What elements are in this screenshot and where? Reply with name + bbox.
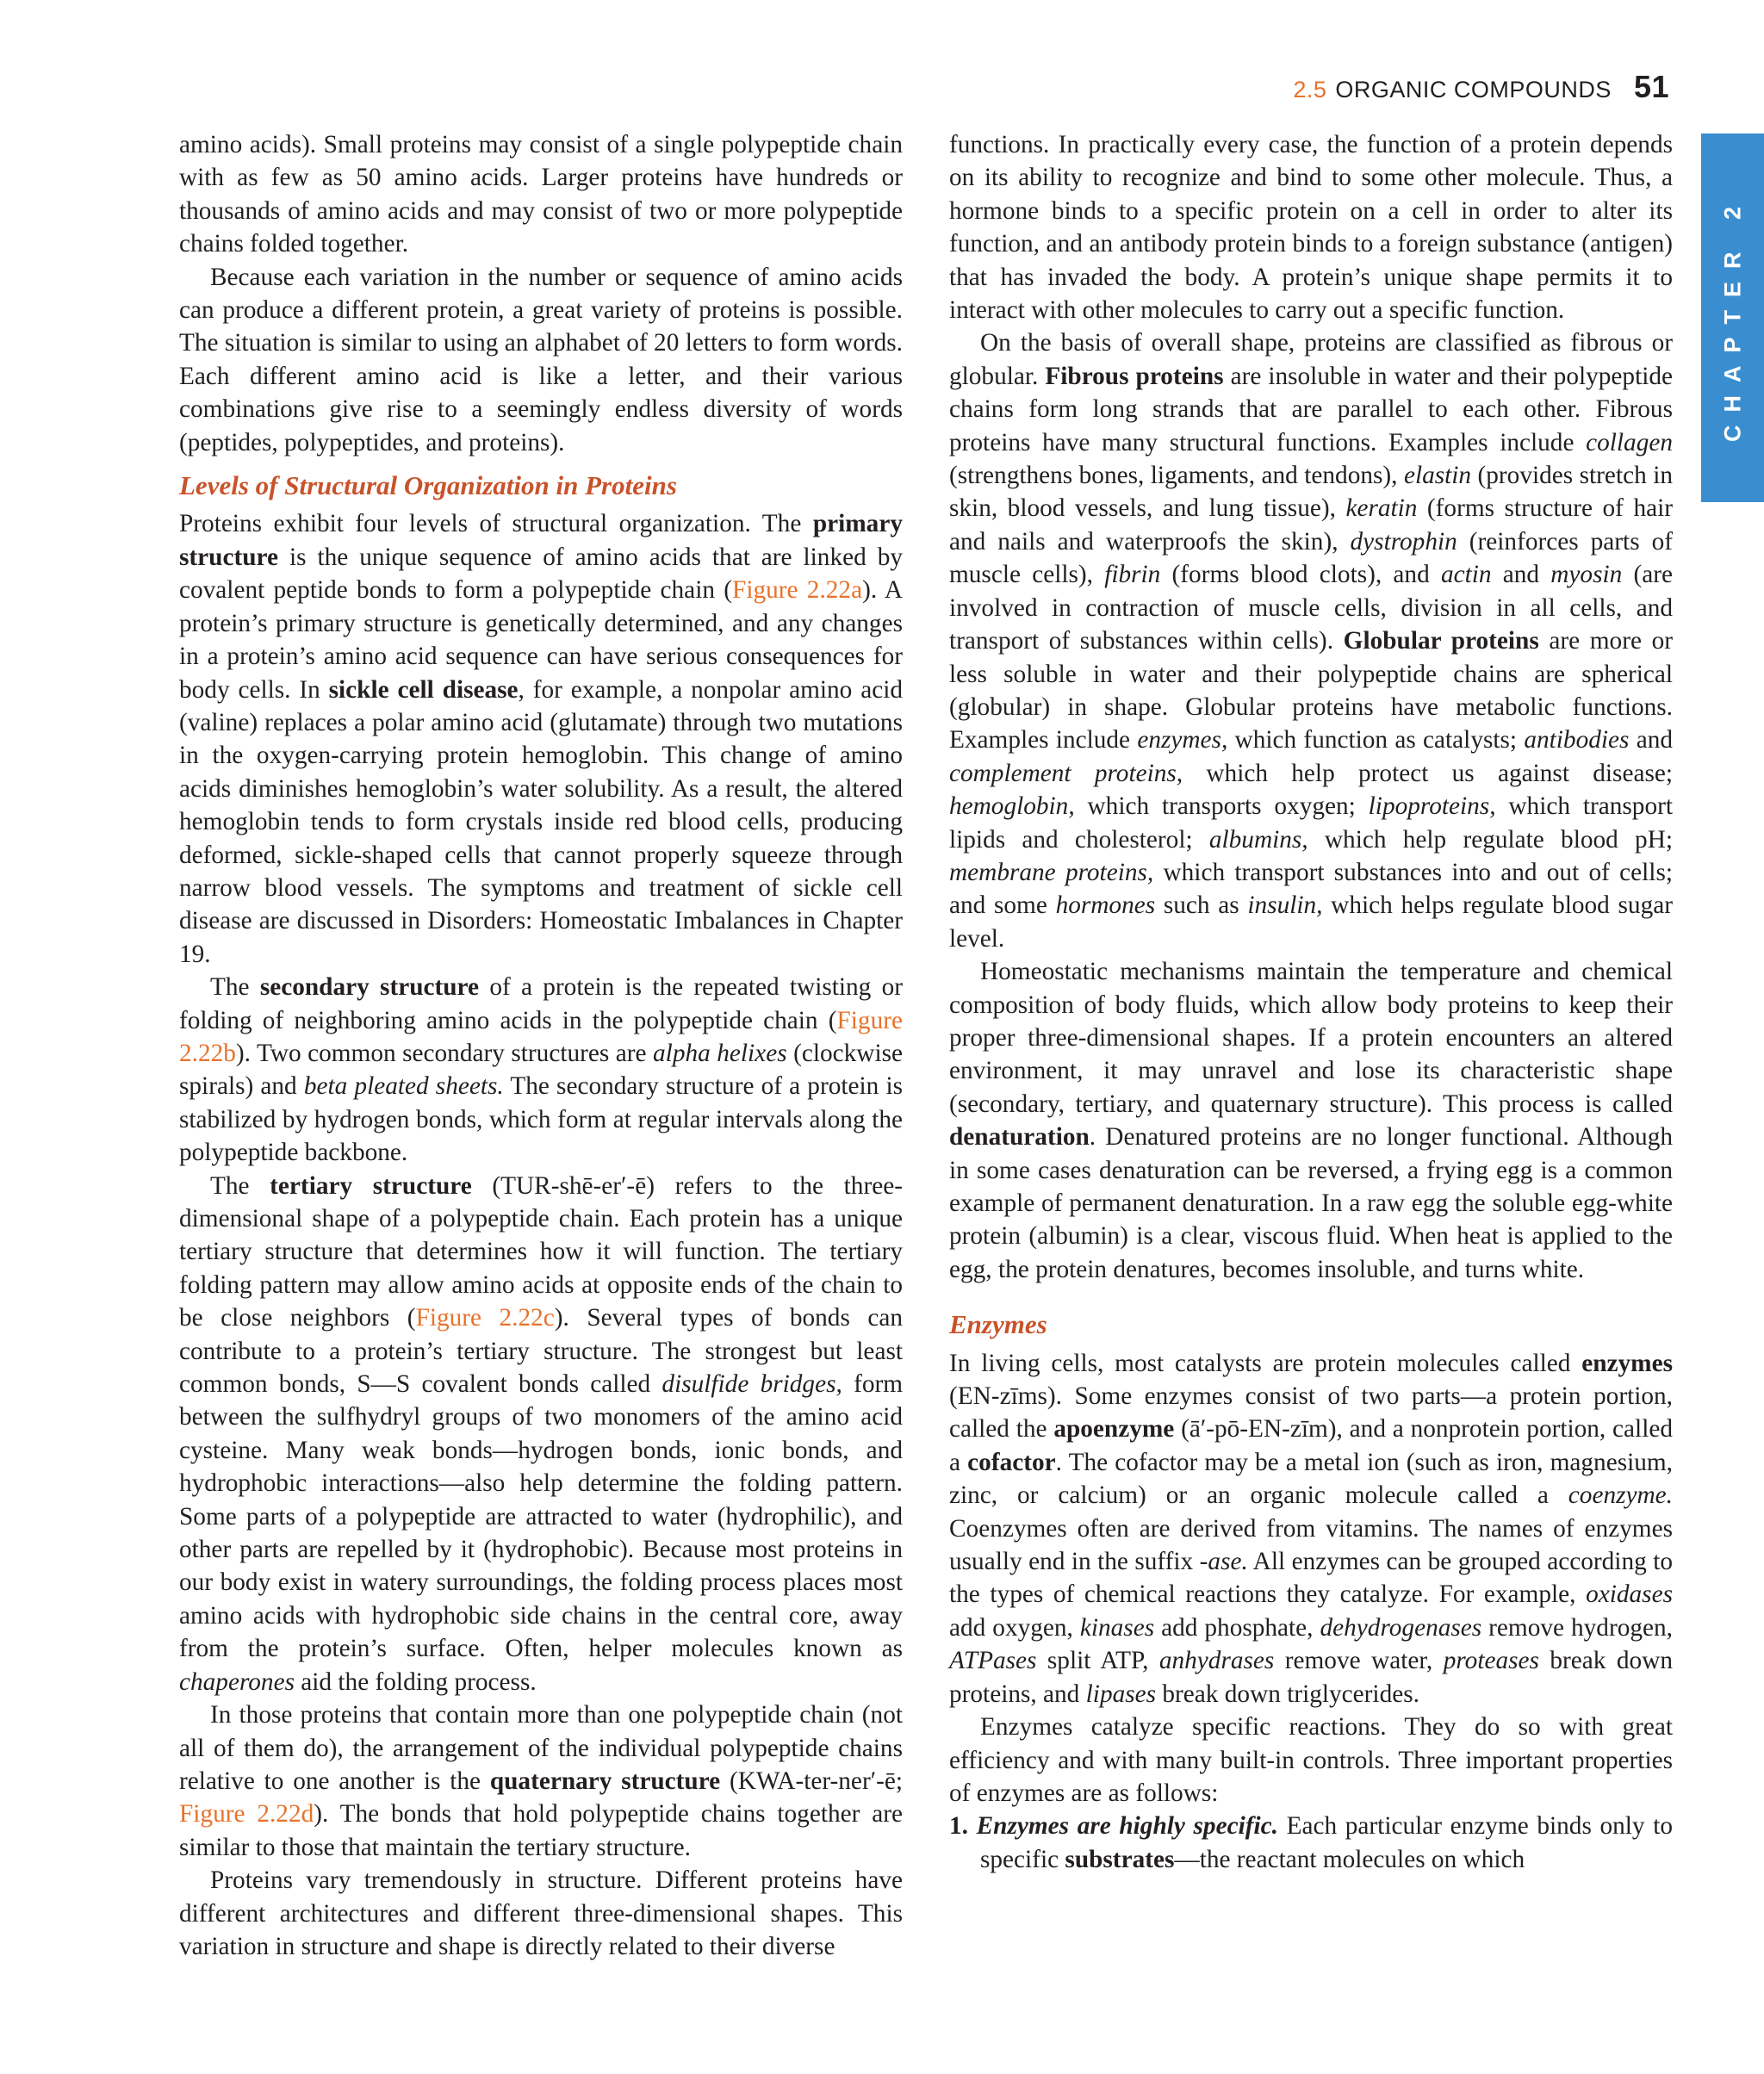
text-run: Enzymes catalyze specific reactions. They do so with great efficiency and with many built-in controls. Three important properties of enzymes are as follows: bbox=[949, 1713, 1673, 1807]
chapter-tab-label: CHAPTER 2 bbox=[1719, 193, 1745, 443]
text-run: (strengthens bones, ligaments, and tendons), bbox=[949, 462, 1404, 490]
text-run: Because each variation in the number or sequence of amino acids can produce a different protein, a great variety of proteins is possible. The situation is similar to using an alphabet of 20 letters to form words. Each different amino acid is like a letter, and their various combinations give rise to a seemingly endless diversity of words (peptides, polypeptides, and proteins). bbox=[179, 263, 903, 456]
italic-term: alpha helixes bbox=[653, 1039, 787, 1067]
text-run: (EN-zīms). Some enzymes consist of two parts—a protein portion, called the bbox=[949, 1382, 1673, 1444]
list-lead-term: Enzymes are highly specific. bbox=[976, 1812, 1278, 1841]
list-item bbox=[949, 1810, 1673, 1876]
text-run: Proteins vary tremendously in structure. Different proteins have different architectures and different three-dimensional shapes. This variation in structure and shape is directly related to their diverse bbox=[179, 1866, 903, 1960]
right-column bbox=[949, 128, 1673, 1876]
paragraph bbox=[949, 128, 1673, 326]
text-run: ). Several types of bonds can contribute to a protein’s tertiary structure. The strongest but least common bonds, S—S covalent bonds called bbox=[179, 1304, 903, 1399]
italic-term: beta pleated sheets. bbox=[303, 1072, 504, 1101]
text-run: Proteins exhibit four levels of structural organization. The bbox=[179, 510, 813, 538]
italic-term: chaperones bbox=[179, 1667, 295, 1696]
italic-term: lipoproteins, bbox=[1368, 792, 1496, 821]
text-run: The bbox=[210, 973, 260, 1002]
paragraph bbox=[179, 261, 903, 459]
text-run: The bbox=[210, 1171, 270, 1200]
text-run: amino acids). Small proteins may consist of a single polypeptide chain with as few as 50 amino acids. Larger proteins have hundreds or thousands of amino acids and may consist of two or more polypeptide chains folded together. bbox=[179, 131, 903, 258]
text-run: —the reactant molecules on which bbox=[1174, 1845, 1525, 1873]
section-title: ORGANIC COMPOUNDS bbox=[1335, 77, 1612, 102]
paragraph bbox=[949, 1711, 1673, 1810]
text-run: Coenzymes often are derived from vitamins. The names of enzymes usually end in the suffix bbox=[949, 1514, 1673, 1576]
text-run: Each particular enzyme binds only to specific bbox=[980, 1812, 1673, 1873]
italic-term: -ase. bbox=[1199, 1548, 1248, 1576]
key-term: tertiary structure bbox=[270, 1171, 472, 1200]
text-run: aid the folding process. bbox=[294, 1667, 537, 1696]
left-column bbox=[179, 128, 903, 1963]
text-run: remove hydrogen, bbox=[1481, 1613, 1673, 1642]
key-term: denaturation bbox=[949, 1123, 1090, 1152]
text-run: are more or less soluble in water and their polypeptide chains are spherical (globular) in shape. Globular proteins have metabolic functions. Examples include bbox=[949, 627, 1673, 754]
text-run: of a protein is the repeated twisting or folding of neighboring amino acids in the polypeptide chain ( bbox=[179, 973, 904, 1034]
text-run: which transport substances into and out of cells; and some bbox=[949, 858, 1673, 920]
italic-term: insulin, bbox=[1247, 891, 1323, 920]
paragraph bbox=[179, 971, 903, 1169]
italic-term: fibrin bbox=[1104, 561, 1161, 589]
text-run: are insoluble in water and their polypeptide chains form long strands that are parallel to each other. Fibrous proteins have many structural functions. Examples include bbox=[949, 362, 1673, 456]
text-run: add oxygen, bbox=[949, 1613, 1080, 1642]
figure-link[interactable]: Figure 2.22b bbox=[179, 1006, 903, 1067]
paragraph bbox=[179, 1698, 903, 1864]
text-run: which function as catalysts; bbox=[1227, 726, 1525, 754]
text-run: is the unique sequence of amino acids that are linked by covalent peptide bonds to form a polypeptide chain ( bbox=[179, 543, 903, 605]
figure-link[interactable]: Figure 2.22d bbox=[179, 1800, 314, 1829]
italic-term: kinases bbox=[1079, 1613, 1155, 1642]
text-run: form between the sulfhydryl groups of two monomers of the amino acid cysteine. Many weak bonds—hydrogen bonds, ionic bonds, and hydrophobic interactions—also help determine the folding pattern. Some parts of a polypeptide are attracted to water (hydrophilic), and other parts are repelled by it (hydrophobic). Because most proteins in our body exist in watery surroundings, the folding process places most amino acids with hydrophobic side chains in the central core, away from the protein’s surface. Often, helper molecules known as bbox=[179, 1370, 904, 1663]
paragraph bbox=[949, 1347, 1673, 1711]
italic-term: elastin bbox=[1403, 462, 1472, 490]
key-term: enzymes bbox=[1581, 1349, 1673, 1377]
text-run: break down triglycerides. bbox=[1156, 1680, 1419, 1708]
italic-term: oxidases bbox=[1586, 1580, 1673, 1609]
text-run: (forms structure of hair and nails and waterproofs the skin), bbox=[949, 494, 1673, 556]
italic-term: disulfide bridges, bbox=[662, 1370, 842, 1399]
paragraph bbox=[179, 507, 903, 971]
key-term: substrates bbox=[1065, 1845, 1175, 1873]
text-run: which transports oxygen; bbox=[1074, 792, 1369, 821]
text-run: (are involved in contraction of muscle cells, division in all cells, and transport of substances within cells). bbox=[949, 561, 1673, 655]
italic-term: actin bbox=[1440, 561, 1492, 589]
text-run: ). A protein’s primary structure is genetically determined, and any changes in a protein’s amino acid sequence can have serious consequences for body cells. In bbox=[179, 576, 904, 704]
key-term: Globular proteins bbox=[1343, 627, 1539, 655]
key-term: sickle cell disease bbox=[328, 675, 519, 704]
running-head bbox=[1293, 69, 1669, 105]
text-run: (TUR-shē-er′-ē) refers to the three-dimensional shape of a polypeptide chain. Each protein has a unique tertiary structure that determines how it will function. The tertiary folding pattern may allow amino acids at opposite ends of the chain to be close neighbors ( bbox=[179, 1171, 903, 1332]
italic-term: proteases bbox=[1443, 1647, 1539, 1675]
figure-link[interactable]: Figure 2.22c bbox=[415, 1304, 555, 1332]
text-run: add phosphate, bbox=[1154, 1613, 1320, 1642]
text-run: and bbox=[1629, 726, 1674, 754]
chapter-tab bbox=[1701, 134, 1764, 502]
text-run: The secondary structure of a protein is stabilized by hydrogen bonds, which form at regular intervals along the polypeptide backbone. bbox=[179, 1072, 903, 1167]
text-run: which help regulate blood pH; bbox=[1307, 825, 1673, 854]
italic-term: enzymes, bbox=[1137, 726, 1228, 754]
text-run: , for example, a nonpolar amino acid (valine) replaces a polar amino acid (glutamate) through two mutations in the oxygen-carrying protein hemoglobin. This change of amino acids diminishes hemoglobin’s water solubility. As a result, the altered hemoglobin tends to form crystals inside red blood cells, producing deformed, sickle-shaped cells that cannot properly squeeze through narrow blood vessels. The symptoms and treatment of sickle cell disease are discussed in Disorders: Homeostatic Imbalances in Chapter 19. bbox=[179, 675, 904, 968]
text-run: such as bbox=[1155, 891, 1248, 920]
paragraph bbox=[179, 1170, 903, 1699]
italic-term: myosin bbox=[1550, 561, 1623, 589]
text-run: . The cofactor may be a metal ion (such as iron, magnesium, zinc, or calcium) or an organic molecule called a bbox=[949, 1448, 1674, 1510]
text-run: and bbox=[1491, 561, 1551, 589]
text-run: functions. In practically every case, the function of a protein depends on its ability to recognize and bind to some other molecule. Thus, a hormone binds to a specific protein on a cell in order to alter its function, and an antibody protein binds to a foreign substance (antigen) that has invaded the body. A protein’s unique shape permits it to interact with other molecules to carry out a specific function. bbox=[949, 131, 1673, 325]
key-term: secondary structure bbox=[259, 973, 480, 1002]
text-run: which transport lipids and cholesterol; bbox=[949, 792, 1673, 854]
section-heading: Enzymes bbox=[949, 1309, 1047, 1340]
text-run: split ATP, bbox=[1036, 1647, 1159, 1675]
italic-term: collagen bbox=[1586, 428, 1673, 456]
list-number: 1. bbox=[949, 1812, 968, 1841]
key-term: primary structure bbox=[179, 510, 903, 571]
text-run: (KWA-ter-ner′-ē; bbox=[720, 1767, 904, 1795]
key-term: Fibrous proteins bbox=[1045, 362, 1224, 390]
key-term: quaternary structure bbox=[489, 1767, 721, 1795]
italic-term: hemoglobin, bbox=[949, 792, 1075, 821]
text-run: (reinforces parts of muscle cells), bbox=[949, 527, 1673, 589]
section-heading: Levels of Structural Organization in Proteins bbox=[179, 470, 677, 501]
text-run: (ā′-pō-EN-zīm), and a nonprotein portion, called a bbox=[949, 1415, 1673, 1476]
italic-term: antibodies bbox=[1524, 726, 1630, 754]
text-run: remove water, bbox=[1274, 1647, 1444, 1675]
text-run: In living cells, most catalysts are protein molecules called bbox=[949, 1349, 1582, 1377]
italic-term: keratin bbox=[1345, 494, 1418, 523]
italic-term: lipases bbox=[1085, 1680, 1157, 1708]
italic-term: hormones bbox=[1055, 891, 1156, 920]
text-run: break down proteins, and bbox=[949, 1647, 1674, 1708]
paragraph bbox=[179, 128, 903, 261]
text-run: ). Two common secondary structures are bbox=[235, 1039, 654, 1067]
italic-term: membrane proteins, bbox=[949, 858, 1154, 886]
section-number: 2.5 bbox=[1293, 77, 1327, 102]
text-run: (clockwise spirals) and bbox=[179, 1039, 904, 1101]
italic-term: albumins, bbox=[1208, 825, 1308, 854]
text-run: ). The bonds that hold polypeptide chains together are similar to those that maintain the tertiary structure. bbox=[179, 1800, 903, 1861]
text-run: which help protect us against disease; bbox=[1183, 759, 1673, 787]
text-run: On the basis of overall shape, proteins are classified as fibrous or globular. bbox=[949, 329, 1673, 390]
text-run: . Denatured proteins are no longer functional. Although in some cases denaturation can be reversed, a frying egg is a common example of permanent denaturation. In a raw egg the soluble egg-white protein (albumin) is a clear, viscous fluid. When heat is applied to the egg, the protein denatures, becomes insoluble, and turns white. bbox=[949, 1123, 1673, 1283]
paragraph bbox=[949, 326, 1673, 955]
key-term: cofactor bbox=[967, 1448, 1056, 1476]
paragraph bbox=[179, 1864, 903, 1963]
italic-term: coenzyme. bbox=[1568, 1481, 1673, 1510]
text-run: All enzymes can be grouped according to the types of chemical reactions they catalyze. For example, bbox=[949, 1548, 1673, 1609]
italic-term: ATPases bbox=[949, 1647, 1037, 1675]
italic-term: complement proteins, bbox=[949, 759, 1183, 787]
italic-term: dehydrogenases bbox=[1320, 1613, 1482, 1642]
italic-term: dystrophin bbox=[1350, 527, 1457, 556]
figure-link[interactable]: Figure 2.22a bbox=[732, 576, 863, 605]
page-number: 51 bbox=[1633, 69, 1669, 104]
text-run: which helps regulate blood sugar level. bbox=[949, 891, 1673, 953]
text-run: (forms blood clots), and bbox=[1160, 561, 1441, 589]
text-run: (provides stretch in skin, blood vessels, and lung tissue), bbox=[949, 462, 1673, 523]
paragraph bbox=[949, 955, 1673, 1286]
text-run: In those proteins that contain more than one polypeptide chain (not all of them do), the arrangement of the individual polypeptide chains relative to one another is the bbox=[179, 1701, 903, 1795]
key-term: apoenzyme bbox=[1053, 1415, 1175, 1444]
text-run: Homeostatic mechanisms maintain the temperature and chemical composition of body fluids, which allow body proteins to keep their proper three-dimensional shapes. If a protein encounters an altered environment, it may unravel and lose its characteristic shape (secondary, tertiary, and quaternary structure). This process is called bbox=[949, 958, 1673, 1118]
italic-term: anhydrases bbox=[1158, 1647, 1275, 1675]
